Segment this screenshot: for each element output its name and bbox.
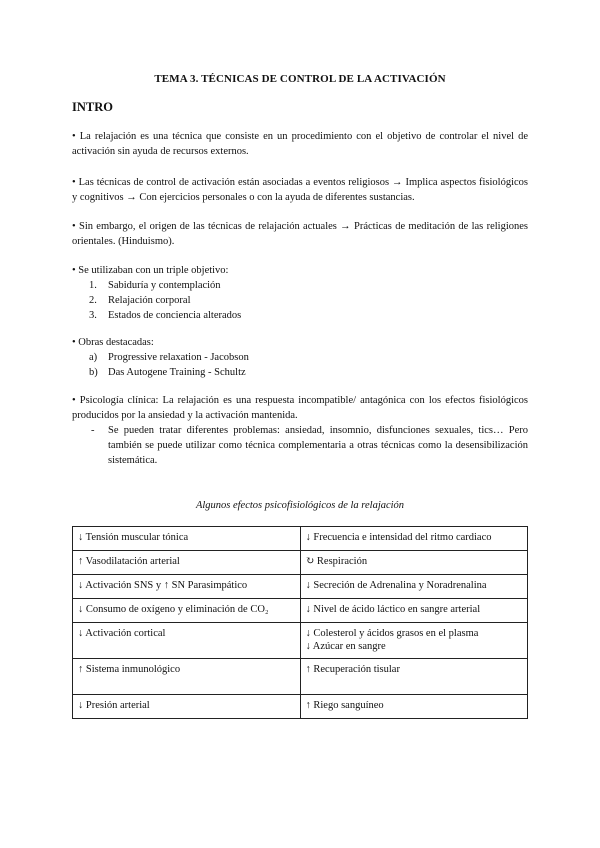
table-cell: ↑ Sistema inmunológico [73,659,301,695]
table-cell: ↓ Consumo de oxígeno y eliminación de CO₂ [73,599,301,623]
cell-line: ↓ Colesterol y ácidos grasos en el plasma [305,628,479,639]
paragraph-origin: • Sin embargo, el origen de las técnicas de relajación actuales → Prácticas de meditación de las religiones orientales. (Hinduismo). [72,221,528,247]
list-item: a) Progressive relaxation - Jacobson [89,352,249,363]
section-heading-intro: INTRO [72,100,113,114]
table-row [73,659,528,695]
table-row [73,551,528,575]
works-heading: • Obras destacadas: [72,337,154,348]
table-cell: ↓ Tensión muscular tónica [73,527,301,551]
table-cell: ↓ Secreción de Adrenalina y Noradrenalina [300,575,528,599]
table-row [73,623,528,659]
table-cell: ↓ Frecuencia e intensidad del ritmo cardiaco [300,527,528,551]
clinical-subitem-text: Se pueden tratar diferentes problemas: ansiedad, insomnio, disfunciones sexuales, tics… Pero también se puede utilizar como técnica complementaria a otras técnicas como la desensibilización sistemática. [108,425,528,466]
table-cell: ↓ Activación SNS y ↑ SN Parasimpático [73,575,301,599]
table-row [73,599,528,623]
effects-table [72,526,528,719]
table-cell: ↓ Activación cortical [73,623,301,659]
table-row [73,695,528,719]
dash-marker: - [91,425,95,436]
paragraph-relaxation-definition: • La relajación es una técnica que consiste en un procedimiento con el objetivo de controlar el nivel de activación sin ayuda de recursos externos. [72,131,528,157]
document-title: TEMA 3. TÉCNICAS DE CONTROL DE LA ACTIVACIÓN [154,73,446,85]
table-cell [300,623,528,659]
clinical-subitem [72,423,528,468]
works-list [72,335,528,380]
list-item: 3. Estados de conciencia alterados [89,310,242,321]
table-row [73,527,528,551]
table-cell: ↓ Nivel de ácido láctico en sangre arterial [300,599,528,623]
objectives-list [72,263,528,323]
table-row [73,575,528,599]
table-caption: Algunos efectos psicofisiológicos de la relajación [195,500,405,511]
list-item: 2. Relajación corporal [89,295,191,306]
list-item: 1. Sabiduría y contemplación [89,280,221,291]
table-cell: ↑ Vasodilatación arterial [73,551,301,575]
paragraph-clinical-psychology: • Psicología clínica: La relajación es una respuesta incompatible/ antagónica con los efectos fisiológicos producidos por la ansiedad y la activación mantenida. [72,395,528,421]
paragraph-activation-techniques: • Las técnicas de control de activación están asociadas a eventos religiosos → Implica aspectos fisiológicos y cognitivos → Con ejercicios personales o con la ayuda de diferentes sustancias. [72,177,528,203]
table-cell: ↓ Presión arterial [73,695,301,719]
list-item: b) Das Autogene Training - Schultz [89,367,246,378]
table-cell: ↑ Recuperación tisular [300,659,528,695]
objectives-heading: • Se utilizaban con un triple objetivo: [72,265,229,276]
table-cell: ↻ Respiración [300,551,528,575]
cell-line: ↓ Azúcar en sangre [305,641,386,652]
table-cell: ↑ Riego sanguíneo [300,695,528,719]
